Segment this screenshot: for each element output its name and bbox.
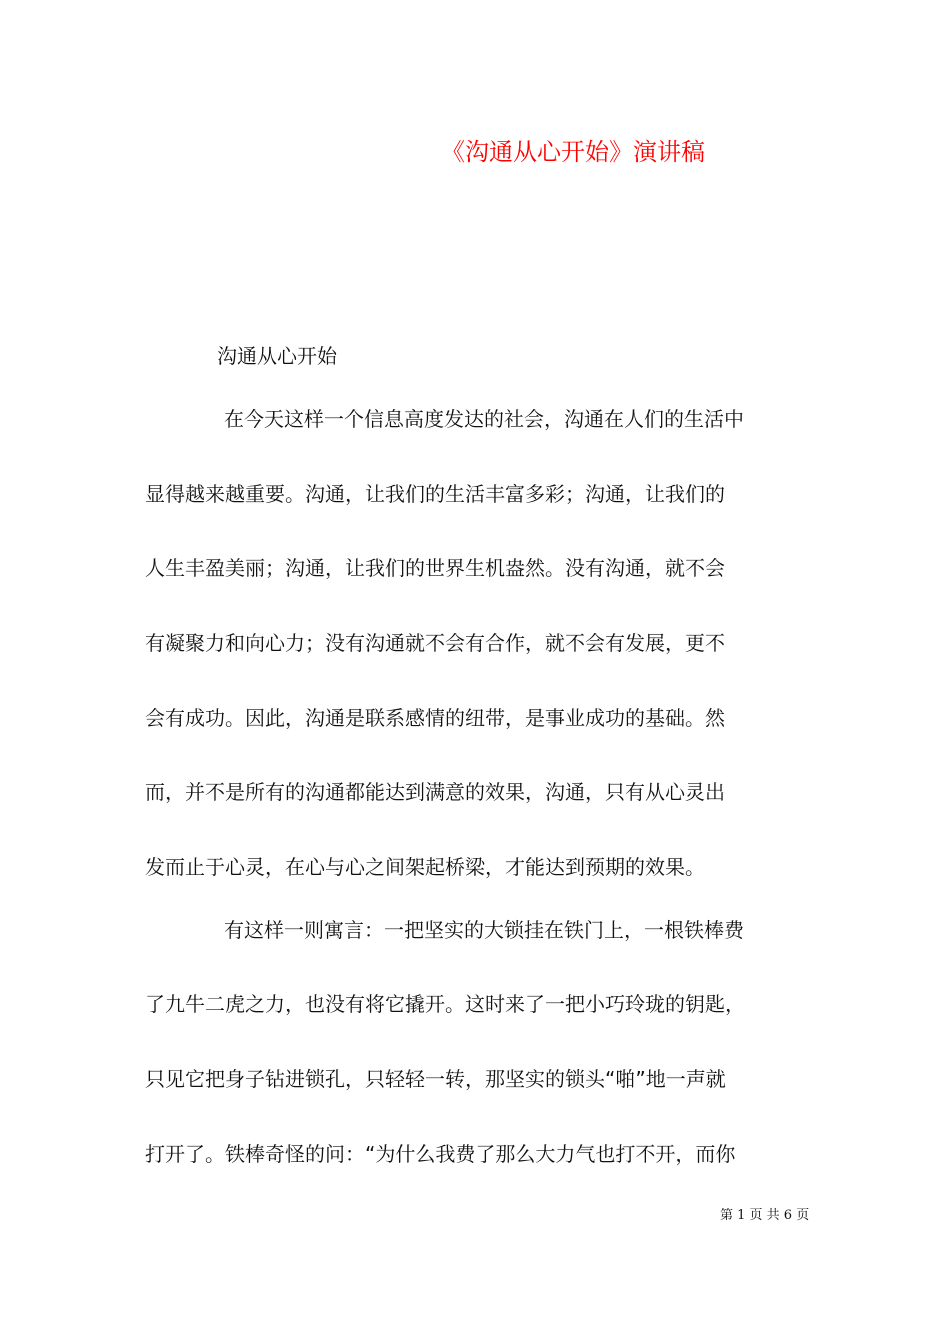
paragraph-line: 会有成功。因此，沟通是联系感情的纽带，是事业成功的基础。然 (145, 706, 725, 730)
paragraph-line: 发而止于心灵，在心与心之间架起桥梁，才能达到预期的效果。 (145, 855, 705, 879)
paragraph-line: 人生丰盈美丽；沟通，让我们的世界生机盎然。没有沟通，就不会 (145, 556, 725, 580)
paragraph-line: 有凝聚力和向心力；没有沟通就不会有合作，就不会有发展，更不 (145, 631, 725, 655)
page-number-footer: 第 1 页 共 6 页 (720, 1208, 810, 1223)
paragraph-line: 打开了。铁棒奇怪的问：“为什么我费了那么大力气也打不开，而你 (145, 1142, 736, 1166)
paragraph-line: 显得越来越重要。沟通，让我们的生活丰富多彩；沟通，让我们的 (145, 482, 725, 506)
section-heading: 沟通从心开始 (217, 344, 337, 368)
paragraph-line: 在今天这样一个信息高度发达的社会，沟通在人们的生活中 (224, 407, 744, 431)
paragraph-line: 了九牛二虎之力，也没有将它撬开。这时来了一把小巧玲珑的钥匙， (145, 992, 745, 1016)
paragraph-line: 只见它把身子钻进锁孔，只轻轻一转，那坚实的锁头“啪”地一声就 (145, 1067, 726, 1091)
paragraph-line: 有这样一则寓言：一把坚实的大锁挂在铁门上，一根铁棒费 (224, 918, 744, 942)
paragraph-line: 而，并不是所有的沟通都能达到满意的效果，沟通，只有从心灵出 (145, 780, 725, 804)
document-title: 《沟通从心开始》演讲稿 (441, 138, 705, 166)
